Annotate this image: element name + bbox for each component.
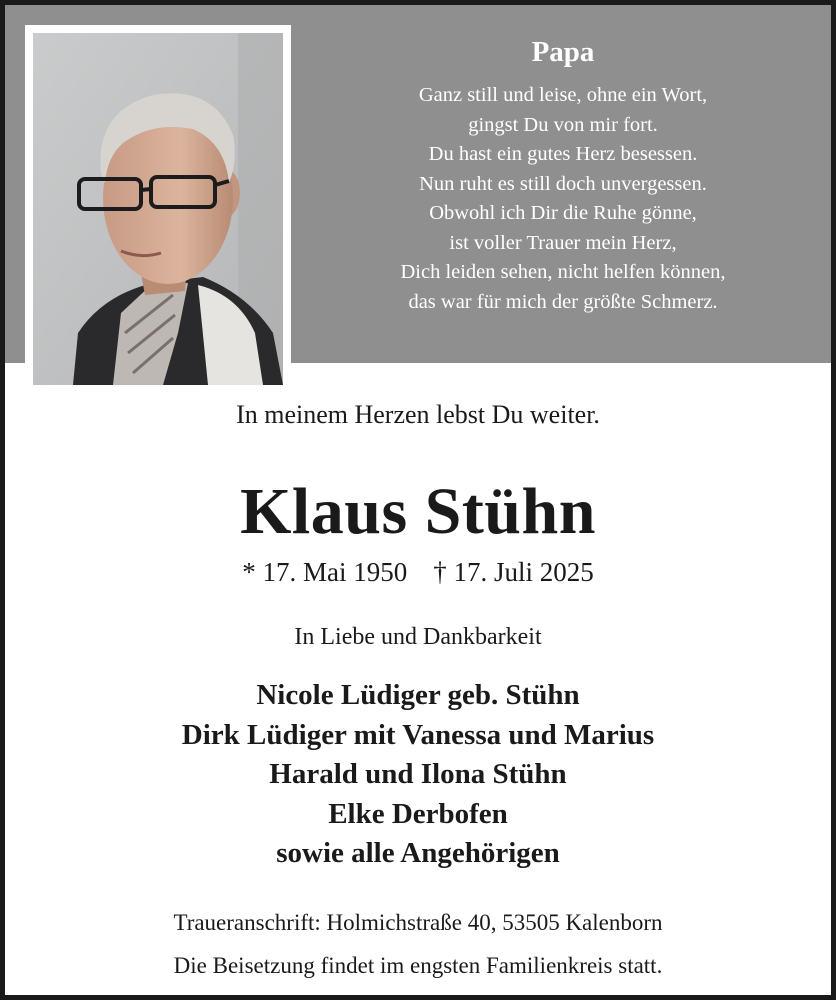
poem-line: ist voller Trauer mein Herz, bbox=[449, 231, 677, 254]
poem-line: das war für mich der größte Schmerz. bbox=[408, 290, 718, 313]
mourner-name: Nicole Lüdiger geb. Stühn bbox=[256, 679, 580, 711]
death-date: † 17. Juli 2025 bbox=[433, 557, 594, 587]
poem-line: Ganz still und leise, ohne ein Wort, bbox=[418, 84, 708, 106]
deceased-name: Klaus Stühn bbox=[240, 475, 596, 548]
poem-line: Nun ruht es still doch unvergessen. bbox=[419, 172, 707, 195]
poem-title: Papa bbox=[531, 36, 595, 68]
mourner-name: Elke Derbofen bbox=[328, 797, 508, 830]
poem-line: Obwohl ich Dir die Ruhe gönne, bbox=[429, 202, 697, 224]
poem-line: Du hast ein gutes Herz besessen. bbox=[428, 143, 698, 165]
poem-text bbox=[295, 81, 831, 317]
mourners-list bbox=[5, 676, 831, 874]
mourning-address: Traueranschrift: Holmichstraße 40, 53505 Kalenborn bbox=[173, 910, 663, 935]
gratitude-line: In Liebe und Dankbarkeit bbox=[294, 624, 542, 650]
portrait-frame bbox=[25, 25, 291, 393]
mourner-name: Dirk Lüdiger mit Vanessa und Marius bbox=[181, 718, 655, 751]
birth-date: * 17. Mai 1950 bbox=[242, 557, 408, 587]
poem-line: gingst Du von mir fort. bbox=[468, 113, 658, 136]
poem-area bbox=[295, 5, 831, 363]
life-dates bbox=[5, 554, 831, 590]
portrait-photo bbox=[33, 33, 283, 385]
burial-notice: Die Beisetzung findet im engsten Familienkreis statt. bbox=[173, 953, 663, 978]
poem-line: Dich leiden sehen, nicht helfen können, bbox=[400, 261, 726, 283]
mourner-name: sowie alle Angehörigen bbox=[276, 837, 560, 869]
mourner-name: Harald und Ilona Stühn bbox=[269, 758, 567, 790]
motto: In meinem Herzen lebst Du weiter. bbox=[236, 400, 600, 429]
